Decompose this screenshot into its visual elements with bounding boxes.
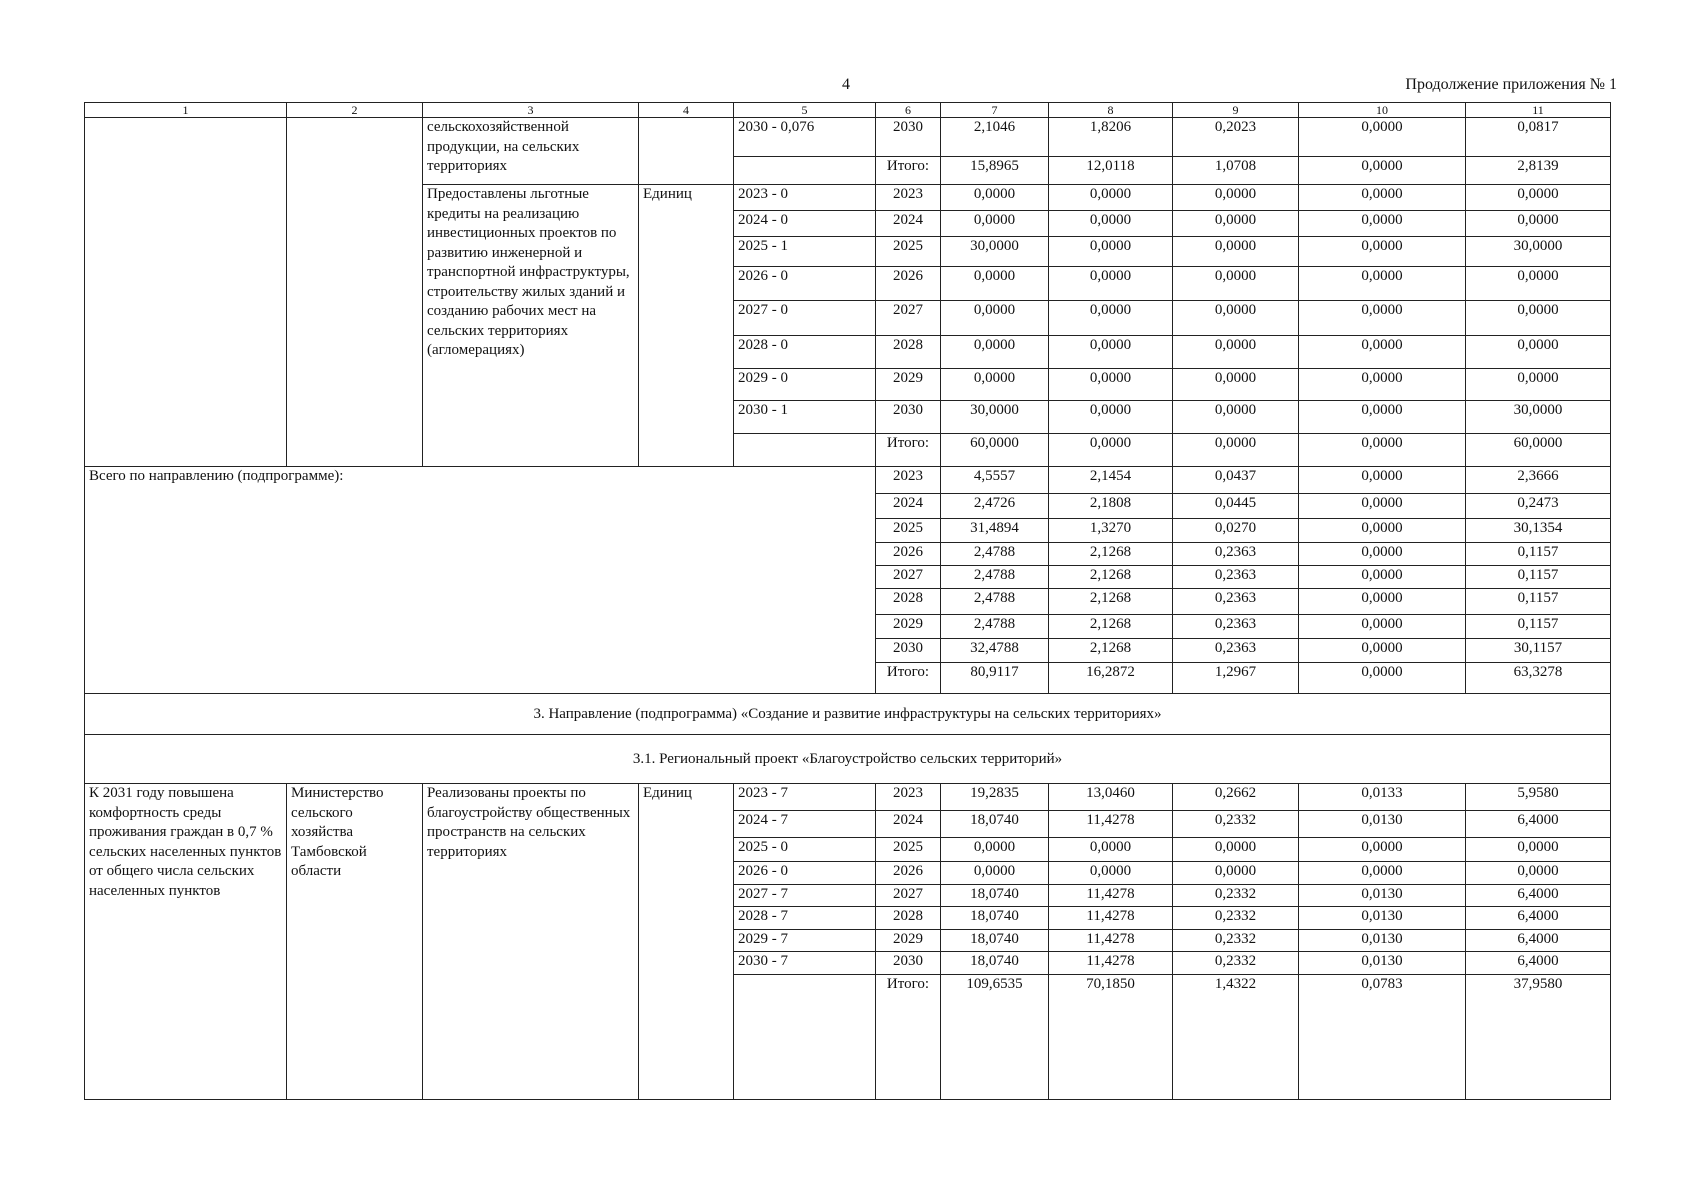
value-col-7: 18,0740 bbox=[941, 952, 1049, 975]
target-value: 2029 - 0 bbox=[734, 369, 876, 401]
value-col-9: 1,0708 bbox=[1173, 157, 1299, 185]
year-cell: 2023 bbox=[876, 185, 941, 211]
value-col-11: 6,4000 bbox=[1466, 811, 1611, 838]
value-col-10: 0,0000 bbox=[1299, 639, 1466, 663]
section-3-title: 3. Направление (подпрограмма) «Создание и развитие инфраструктуры на сельских территориях» bbox=[85, 694, 1611, 735]
value-col-8: 0,0000 bbox=[1049, 237, 1173, 267]
value-col-11: 0,2473 bbox=[1466, 494, 1611, 519]
column-header-9: 9 bbox=[1173, 103, 1299, 118]
column-header-10: 10 bbox=[1299, 103, 1466, 118]
value-col-11: 63,3278 bbox=[1466, 663, 1611, 694]
value-col-10: 0,0000 bbox=[1299, 566, 1466, 589]
year-cell: 2024 bbox=[876, 494, 941, 519]
value-col-9: 0,0000 bbox=[1173, 267, 1299, 301]
unit-cell: Единиц bbox=[639, 784, 734, 1100]
value-col-10: 0,0000 bbox=[1299, 369, 1466, 401]
value-col-7: 0,0000 bbox=[941, 185, 1049, 211]
target-value: 2030 - 0,076 bbox=[734, 118, 876, 157]
year-cell: 2030 bbox=[876, 952, 941, 975]
col2-cell bbox=[287, 118, 423, 467]
col1-cell bbox=[85, 118, 287, 467]
value-col-7: 0,0000 bbox=[941, 838, 1049, 862]
target-value: 2023 - 0 bbox=[734, 185, 876, 211]
value-col-8: 2,1268 bbox=[1049, 543, 1173, 566]
value-col-7: 2,4788 bbox=[941, 543, 1049, 566]
value-col-10: 0,0000 bbox=[1299, 336, 1466, 369]
year-cell: Итого: bbox=[876, 975, 941, 1100]
unit-cell bbox=[639, 118, 734, 185]
column-header-7: 7 bbox=[941, 103, 1049, 118]
target-value: 2027 - 0 bbox=[734, 301, 876, 336]
value-col-8: 0,0000 bbox=[1049, 434, 1173, 467]
target-value: 2030 - 1 bbox=[734, 401, 876, 434]
value-col-9: 0,0000 bbox=[1173, 237, 1299, 267]
target-value: 2028 - 0 bbox=[734, 336, 876, 369]
value-col-10: 0,0133 bbox=[1299, 784, 1466, 811]
value-col-8: 2,1268 bbox=[1049, 615, 1173, 639]
value-col-7: 30,0000 bbox=[941, 237, 1049, 267]
budget-table bbox=[84, 102, 1611, 1100]
year-cell: 2024 bbox=[876, 811, 941, 838]
value-col-8: 1,8206 bbox=[1049, 118, 1173, 157]
value-col-11: 37,9580 bbox=[1466, 975, 1611, 1100]
table-row bbox=[85, 784, 1611, 811]
value-col-8: 0,0000 bbox=[1049, 838, 1173, 862]
year-cell: 2025 bbox=[876, 838, 941, 862]
column-header-1: 1 bbox=[85, 103, 287, 118]
value-col-9: 0,2363 bbox=[1173, 566, 1299, 589]
total-row bbox=[85, 467, 1611, 494]
target-value bbox=[734, 157, 876, 185]
year-cell: 2030 bbox=[876, 639, 941, 663]
value-col-7: 0,0000 bbox=[941, 211, 1049, 237]
target-value: 2026 - 0 bbox=[734, 862, 876, 885]
value-col-8: 0,0000 bbox=[1049, 401, 1173, 434]
value-col-10: 0,0000 bbox=[1299, 211, 1466, 237]
value-col-9: 0,0000 bbox=[1173, 336, 1299, 369]
value-col-8: 0,0000 bbox=[1049, 267, 1173, 301]
year-cell: 2027 bbox=[876, 566, 941, 589]
value-col-9: 0,2332 bbox=[1173, 930, 1299, 952]
value-col-10: 0,0130 bbox=[1299, 811, 1466, 838]
value-col-10: 0,0000 bbox=[1299, 267, 1466, 301]
value-col-9: 0,0000 bbox=[1173, 434, 1299, 467]
value-col-7: 30,0000 bbox=[941, 401, 1049, 434]
target-value: 2029 - 7 bbox=[734, 930, 876, 952]
year-cell: 2023 bbox=[876, 784, 941, 811]
target-value: 2026 - 0 bbox=[734, 267, 876, 301]
value-col-7: 18,0740 bbox=[941, 907, 1049, 930]
target-value: 2030 - 7 bbox=[734, 952, 876, 975]
value-col-7: 18,0740 bbox=[941, 885, 1049, 907]
year-cell: 2030 bbox=[876, 118, 941, 157]
column-header-11: 11 bbox=[1466, 103, 1611, 118]
unit-cell: Единиц bbox=[639, 185, 734, 467]
column-header-6: 6 bbox=[876, 103, 941, 118]
value-col-11: 0,0000 bbox=[1466, 862, 1611, 885]
value-col-9: 1,2967 bbox=[1173, 663, 1299, 694]
result-description: сельскохозяйственной продукции, на сельских территориях bbox=[423, 118, 639, 185]
value-col-11: 6,4000 bbox=[1466, 952, 1611, 975]
value-col-10: 0,0000 bbox=[1299, 237, 1466, 267]
year-cell: 2027 bbox=[876, 885, 941, 907]
year-cell: 2029 bbox=[876, 930, 941, 952]
value-col-8: 0,0000 bbox=[1049, 862, 1173, 885]
value-col-10: 0,0000 bbox=[1299, 401, 1466, 434]
value-col-7: 0,0000 bbox=[941, 369, 1049, 401]
value-col-11: 0,1157 bbox=[1466, 543, 1611, 566]
value-col-11: 30,0000 bbox=[1466, 401, 1611, 434]
value-col-9: 0,0000 bbox=[1173, 185, 1299, 211]
value-col-7: 15,8965 bbox=[941, 157, 1049, 185]
value-col-11: 0,0817 bbox=[1466, 118, 1611, 157]
value-col-8: 11,4278 bbox=[1049, 930, 1173, 952]
value-col-10: 0,0130 bbox=[1299, 885, 1466, 907]
value-col-10: 0,0000 bbox=[1299, 185, 1466, 211]
value-col-9: 0,0000 bbox=[1173, 369, 1299, 401]
year-cell: 2027 bbox=[876, 301, 941, 336]
value-col-9: 0,2363 bbox=[1173, 543, 1299, 566]
value-col-10: 0,0000 bbox=[1299, 118, 1466, 157]
value-col-11: 0,0000 bbox=[1466, 369, 1611, 401]
value-col-8: 0,0000 bbox=[1049, 369, 1173, 401]
year-cell: 2026 bbox=[876, 543, 941, 566]
value-col-9: 0,2332 bbox=[1173, 907, 1299, 930]
value-col-9: 0,0000 bbox=[1173, 401, 1299, 434]
value-col-7: 0,0000 bbox=[941, 301, 1049, 336]
value-col-9: 0,2023 bbox=[1173, 118, 1299, 157]
value-col-10: 0,0000 bbox=[1299, 467, 1466, 494]
value-col-10: 0,0000 bbox=[1299, 301, 1466, 336]
year-cell: 2024 bbox=[876, 211, 941, 237]
value-col-8: 13,0460 bbox=[1049, 784, 1173, 811]
year-cell: 2028 bbox=[876, 589, 941, 615]
value-col-11: 0,0000 bbox=[1466, 336, 1611, 369]
value-col-7: 31,4894 bbox=[941, 519, 1049, 543]
column-header-5: 5 bbox=[734, 103, 876, 118]
value-col-8: 16,2872 bbox=[1049, 663, 1173, 694]
value-col-10: 0,0130 bbox=[1299, 952, 1466, 975]
year-cell: 2028 bbox=[876, 907, 941, 930]
value-col-11: 6,4000 bbox=[1466, 885, 1611, 907]
value-col-9: 0,2332 bbox=[1173, 885, 1299, 907]
value-col-7: 18,0740 bbox=[941, 811, 1049, 838]
value-col-7: 0,0000 bbox=[941, 336, 1049, 369]
year-cell: 2026 bbox=[876, 862, 941, 885]
value-col-10: 0,0000 bbox=[1299, 494, 1466, 519]
value-col-10: 0,0130 bbox=[1299, 930, 1466, 952]
value-col-7: 2,1046 bbox=[941, 118, 1049, 157]
value-col-8: 0,0000 bbox=[1049, 211, 1173, 237]
value-col-8: 2,1268 bbox=[1049, 639, 1173, 663]
column-header-8: 8 bbox=[1049, 103, 1173, 118]
target-value: 2023 - 7 bbox=[734, 784, 876, 811]
value-col-9: 0,2332 bbox=[1173, 811, 1299, 838]
value-col-8: 11,4278 bbox=[1049, 952, 1173, 975]
target-value: 2028 - 7 bbox=[734, 907, 876, 930]
column-header-row bbox=[85, 103, 1611, 118]
year-cell: Итого: bbox=[876, 663, 941, 694]
value-col-10: 0,0783 bbox=[1299, 975, 1466, 1100]
value-col-10: 0,0000 bbox=[1299, 663, 1466, 694]
year-cell: 2025 bbox=[876, 237, 941, 267]
value-col-10: 0,0000 bbox=[1299, 519, 1466, 543]
value-col-8: 11,4278 bbox=[1049, 811, 1173, 838]
target-value: 2025 - 0 bbox=[734, 838, 876, 862]
value-col-11: 6,4000 bbox=[1466, 907, 1611, 930]
target-value bbox=[734, 434, 876, 467]
year-cell: 2025 bbox=[876, 519, 941, 543]
section-title-row bbox=[85, 694, 1611, 735]
result-description: Предоставлены льготные кредиты на реализацию инвестиционных проектов по развитию инженерной и транспортной инфраструктуры, строительству жилых зданий и созданию рабочих мест на сельских территориях (агломерациях) bbox=[423, 185, 639, 467]
target-value: 2027 - 7 bbox=[734, 885, 876, 907]
value-col-9: 0,0445 bbox=[1173, 494, 1299, 519]
value-col-9: 1,4322 bbox=[1173, 975, 1299, 1100]
value-col-8: 2,1808 bbox=[1049, 494, 1173, 519]
value-col-7: 19,2835 bbox=[941, 784, 1049, 811]
value-col-7: 4,5557 bbox=[941, 467, 1049, 494]
value-col-9: 0,0437 bbox=[1173, 467, 1299, 494]
value-col-9: 0,0000 bbox=[1173, 301, 1299, 336]
total-label: Всего по направлению (подпрограмме): bbox=[85, 467, 876, 694]
year-cell: 2026 bbox=[876, 267, 941, 301]
value-col-10: 0,0000 bbox=[1299, 589, 1466, 615]
value-col-9: 0,2363 bbox=[1173, 615, 1299, 639]
value-col-7: 0,0000 bbox=[941, 862, 1049, 885]
value-col-11: 2,8139 bbox=[1466, 157, 1611, 185]
header-note: Продолжение приложения № 1 bbox=[1405, 76, 1617, 93]
value-col-11: 0,0000 bbox=[1466, 267, 1611, 301]
value-col-10: 0,0000 bbox=[1299, 862, 1466, 885]
year-cell: Итого: bbox=[876, 434, 941, 467]
value-col-11: 0,1157 bbox=[1466, 566, 1611, 589]
year-cell: 2029 bbox=[876, 615, 941, 639]
value-col-11: 2,3666 bbox=[1466, 467, 1611, 494]
value-col-8: 0,0000 bbox=[1049, 301, 1173, 336]
value-col-7: 2,4788 bbox=[941, 589, 1049, 615]
result-description: Реализованы проекты по благоустройству общественных пространств на сельских территориях bbox=[423, 784, 639, 1100]
value-col-11: 30,1157 bbox=[1466, 639, 1611, 663]
value-col-11: 0,0000 bbox=[1466, 838, 1611, 862]
value-col-8: 12,0118 bbox=[1049, 157, 1173, 185]
value-col-8: 11,4278 bbox=[1049, 885, 1173, 907]
value-col-10: 0,0000 bbox=[1299, 543, 1466, 566]
year-cell: 2023 bbox=[876, 467, 941, 494]
value-col-8: 0,0000 bbox=[1049, 185, 1173, 211]
value-col-8: 11,4278 bbox=[1049, 907, 1173, 930]
value-col-11: 0,1157 bbox=[1466, 589, 1611, 615]
value-col-11: 6,4000 bbox=[1466, 930, 1611, 952]
section-3-1-title: 3.1. Региональный проект «Благоустройство сельских территорий» bbox=[85, 735, 1611, 784]
target-value: 2024 - 7 bbox=[734, 811, 876, 838]
target-value: 2024 - 0 bbox=[734, 211, 876, 237]
page-number: 4 bbox=[842, 76, 850, 93]
value-col-9: 0,0000 bbox=[1173, 211, 1299, 237]
year-cell: 2029 bbox=[876, 369, 941, 401]
value-col-9: 0,2662 bbox=[1173, 784, 1299, 811]
year-cell: 2030 bbox=[876, 401, 941, 434]
value-col-10: 0,0000 bbox=[1299, 615, 1466, 639]
value-col-7: 0,0000 bbox=[941, 267, 1049, 301]
value-col-8: 1,3270 bbox=[1049, 519, 1173, 543]
value-col-11: 60,0000 bbox=[1466, 434, 1611, 467]
value-col-8: 70,1850 bbox=[1049, 975, 1173, 1100]
value-col-9: 0,0000 bbox=[1173, 838, 1299, 862]
value-col-11: 30,0000 bbox=[1466, 237, 1611, 267]
value-col-7: 2,4726 bbox=[941, 494, 1049, 519]
value-col-9: 0,0270 bbox=[1173, 519, 1299, 543]
value-col-7: 80,9117 bbox=[941, 663, 1049, 694]
value-col-11: 5,9580 bbox=[1466, 784, 1611, 811]
year-cell: 2028 bbox=[876, 336, 941, 369]
value-col-9: 0,2332 bbox=[1173, 952, 1299, 975]
value-col-11: 0,0000 bbox=[1466, 211, 1611, 237]
value-col-9: 0,2363 bbox=[1173, 639, 1299, 663]
value-col-8: 2,1268 bbox=[1049, 589, 1173, 615]
column-header-3: 3 bbox=[423, 103, 639, 118]
section-title-row bbox=[85, 735, 1611, 784]
target-value bbox=[734, 975, 876, 1100]
value-col-7: 2,4788 bbox=[941, 615, 1049, 639]
value-col-11: 0,0000 bbox=[1466, 185, 1611, 211]
value-col-8: 2,1454 bbox=[1049, 467, 1173, 494]
responsible-body: Министерство сельского хозяйства Тамбовской области bbox=[287, 784, 423, 1100]
value-col-7: 32,4788 bbox=[941, 639, 1049, 663]
goal-description: К 2031 году повышена комфортность среды проживания граждан в 0,7 % сельских населенных пунктов от общего числа сельских населенных пунктов bbox=[85, 784, 287, 1100]
value-col-7: 18,0740 bbox=[941, 930, 1049, 952]
value-col-7: 60,0000 bbox=[941, 434, 1049, 467]
value-col-8: 0,0000 bbox=[1049, 336, 1173, 369]
value-col-9: 0,0000 bbox=[1173, 862, 1299, 885]
value-col-11: 30,1354 bbox=[1466, 519, 1611, 543]
value-col-10: 0,0000 bbox=[1299, 838, 1466, 862]
value-col-11: 0,1157 bbox=[1466, 615, 1611, 639]
table-row bbox=[85, 118, 1611, 157]
value-col-10: 0,0130 bbox=[1299, 907, 1466, 930]
value-col-7: 109,6535 bbox=[941, 975, 1049, 1100]
target-value: 2025 - 1 bbox=[734, 237, 876, 267]
value-col-7: 2,4788 bbox=[941, 566, 1049, 589]
column-header-2: 2 bbox=[287, 103, 423, 118]
value-col-10: 0,0000 bbox=[1299, 157, 1466, 185]
column-header-4: 4 bbox=[639, 103, 734, 118]
value-col-10: 0,0000 bbox=[1299, 434, 1466, 467]
value-col-8: 2,1268 bbox=[1049, 566, 1173, 589]
year-cell: Итого: bbox=[876, 157, 941, 185]
value-col-9: 0,2363 bbox=[1173, 589, 1299, 615]
value-col-11: 0,0000 bbox=[1466, 301, 1611, 336]
